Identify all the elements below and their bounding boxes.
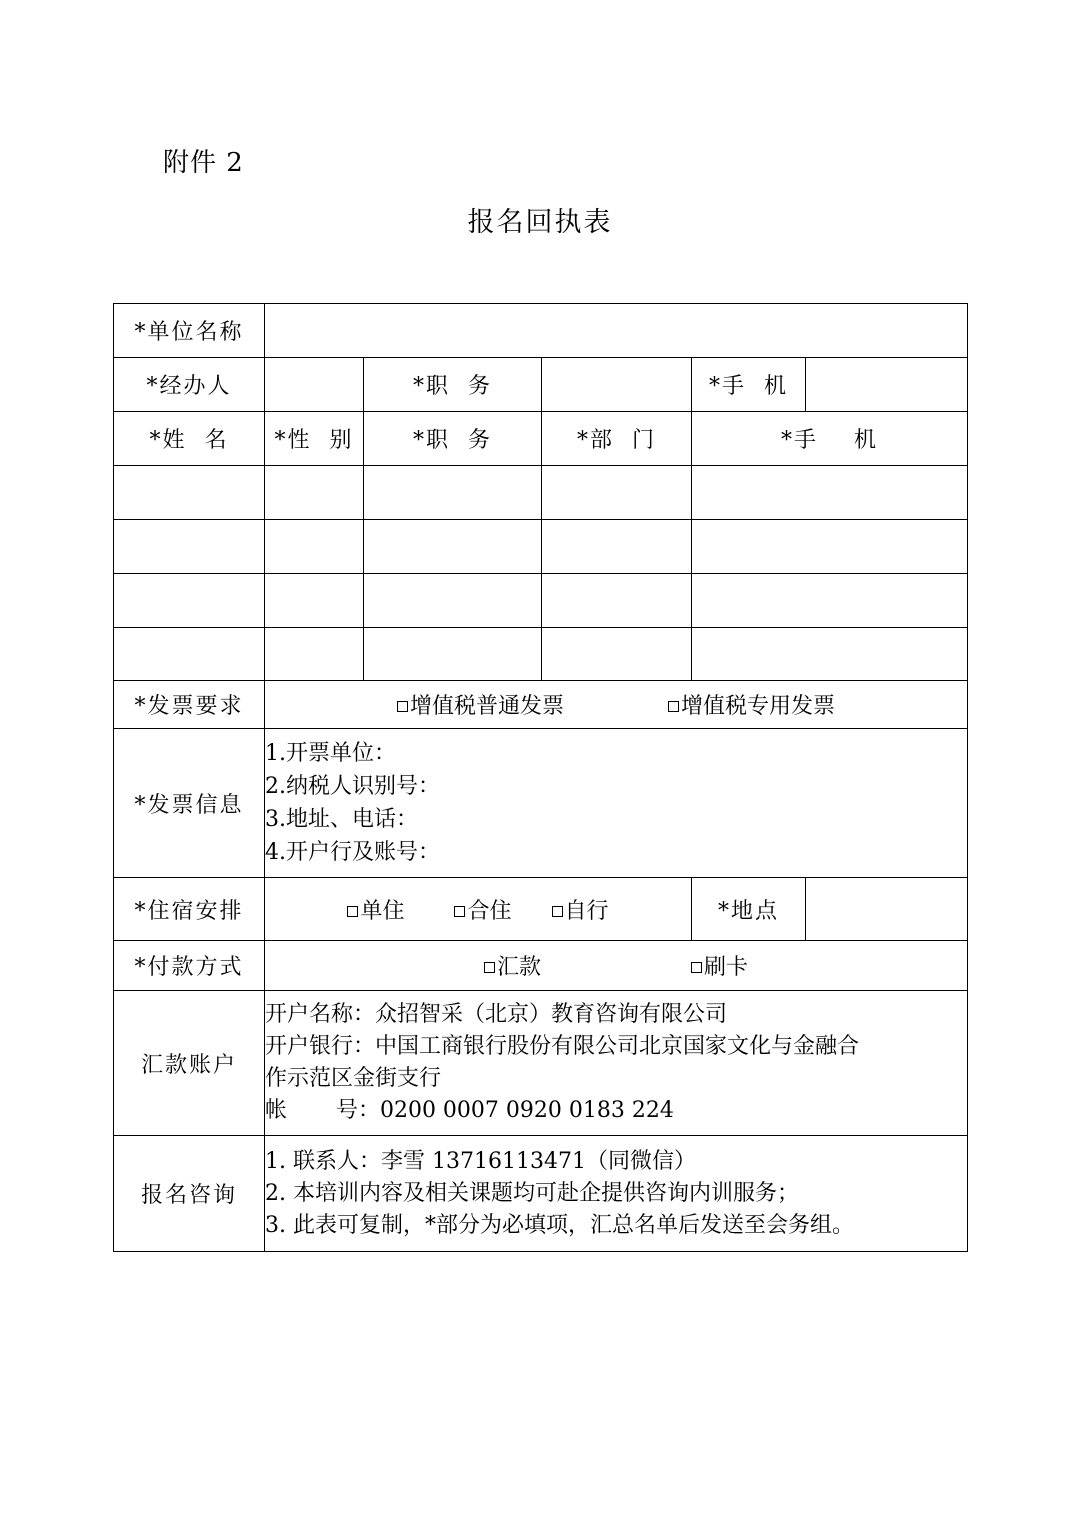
checkbox-icon[interactable] xyxy=(347,906,358,917)
invoice-requirement-label: *发票要求 xyxy=(114,681,265,729)
consult-line: 3. 此表可复制，*部分为必填项，汇总名单后发送至会务组。 xyxy=(265,1212,854,1238)
lodging-row xyxy=(114,878,968,941)
handler-row xyxy=(114,358,968,412)
payment-card-label: 刷卡 xyxy=(704,955,749,980)
header-phone: *手 机 xyxy=(692,412,968,466)
invoice-special-option[interactable] xyxy=(668,689,835,720)
consult-row xyxy=(114,1136,968,1252)
unit-name-row xyxy=(114,304,968,358)
lodging-single-label: 单住 xyxy=(360,898,405,924)
participant-gender-cell[interactable] xyxy=(265,520,364,574)
handler-position-field[interactable] xyxy=(542,358,692,412)
checkbox-icon[interactable] xyxy=(668,701,679,712)
checkbox-icon[interactable] xyxy=(691,962,702,973)
payment-options xyxy=(265,941,968,991)
payment-card-option[interactable] xyxy=(691,950,748,981)
participant-phone-cell[interactable] xyxy=(692,574,968,628)
participant-phone-cell[interactable] xyxy=(692,520,968,574)
invoice-requirement-row xyxy=(114,681,968,729)
participant-department-cell[interactable] xyxy=(542,628,692,681)
lodging-self-label: 自行 xyxy=(564,898,609,924)
participant-name-cell[interactable] xyxy=(114,520,265,574)
participant-gender-cell[interactable] xyxy=(265,574,364,628)
remittance-line: 作示范区金街支行 xyxy=(265,1066,442,1091)
invoice-info-line: 1.开票单位： xyxy=(265,741,396,766)
consult-label: 报名咨询 xyxy=(114,1136,265,1252)
participant-name-cell[interactable] xyxy=(114,628,265,681)
invoice-requirement-options xyxy=(265,681,968,729)
participant-position-cell[interactable] xyxy=(364,574,542,628)
invoice-info-label: *发票信息 xyxy=(114,729,265,878)
location-field[interactable] xyxy=(806,878,968,941)
checkbox-icon[interactable] xyxy=(454,906,465,917)
unit-name-field[interactable] xyxy=(265,304,968,358)
form-title: 报名回执表 xyxy=(467,207,613,238)
invoice-general-label: 增值税普通发票 xyxy=(410,694,565,719)
header-name: *姓 名 xyxy=(114,412,265,466)
header-gender: *性 别 xyxy=(265,412,364,466)
consult-details xyxy=(265,1136,968,1252)
invoice-info-lines[interactable] xyxy=(265,729,968,878)
consult-line: 2. 本培训内容及相关课题均可赴企提供咨询内训服务； xyxy=(265,1180,799,1206)
header-position: *职 务 xyxy=(364,412,542,466)
unit-name-label: *单位名称 xyxy=(114,304,265,358)
invoice-info-row xyxy=(114,729,968,878)
remittance-line: 开户名称：众招智采（北京）教育咨询有限公司 xyxy=(265,1002,728,1027)
participant-row xyxy=(114,574,968,628)
participant-gender-cell[interactable] xyxy=(265,628,364,681)
invoice-info-line: 4.开户行及账号： xyxy=(265,840,440,865)
participant-row xyxy=(114,628,968,681)
participant-name-cell[interactable] xyxy=(114,574,265,628)
lodging-self-option[interactable] xyxy=(552,894,609,925)
participant-gender-cell[interactable] xyxy=(265,466,364,520)
checkbox-icon[interactable] xyxy=(484,962,495,973)
invoice-info-line: 3.地址、电话： xyxy=(265,807,418,832)
payment-label: *付款方式 xyxy=(114,941,265,991)
invoice-special-label: 增值税专用发票 xyxy=(681,694,836,719)
invoice-info-line: 2.纳税人识别号： xyxy=(265,774,440,799)
handler-phone-label: *手 机 xyxy=(692,358,806,412)
participant-name-cell[interactable] xyxy=(114,466,265,520)
header-department: *部 门 xyxy=(542,412,692,466)
participant-row xyxy=(114,520,968,574)
handler-phone-field[interactable] xyxy=(806,358,968,412)
participant-department-cell[interactable] xyxy=(542,466,692,520)
checkbox-icon[interactable] xyxy=(552,906,563,917)
checkbox-icon[interactable] xyxy=(397,701,408,712)
participant-position-cell[interactable] xyxy=(364,466,542,520)
lodging-options xyxy=(265,878,692,941)
consult-line: 1. 联系人：李雪 13716113471（同微信） xyxy=(265,1148,696,1174)
location-label: *地点 xyxy=(692,878,806,941)
lodging-label: *住宿安排 xyxy=(114,878,265,941)
lodging-single-option[interactable] xyxy=(347,894,404,925)
lodging-shared-option[interactable] xyxy=(454,894,511,925)
participant-department-cell[interactable] xyxy=(542,574,692,628)
registration-form-table xyxy=(113,303,968,1252)
payment-row xyxy=(114,941,968,991)
participant-department-cell[interactable] xyxy=(542,520,692,574)
payment-transfer-option[interactable] xyxy=(484,950,541,981)
participant-header-row xyxy=(114,412,968,466)
invoice-general-option[interactable] xyxy=(397,689,564,720)
remittance-line: 开户银行：中国工商银行股份有限公司北京国家文化与金融合 xyxy=(265,1034,860,1059)
handler-position-label: *职 务 xyxy=(364,358,542,412)
payment-transfer-label: 汇款 xyxy=(497,955,542,980)
participant-position-cell[interactable] xyxy=(364,520,542,574)
remittance-details xyxy=(265,991,968,1136)
attachment-label: 附件 2 xyxy=(163,148,244,178)
remittance-line: 帐 号：0200 0007 0920 0183 224 xyxy=(265,1098,674,1123)
remittance-row xyxy=(114,991,968,1136)
lodging-shared-label: 合住 xyxy=(467,898,512,924)
participant-row xyxy=(114,466,968,520)
participant-phone-cell[interactable] xyxy=(692,628,968,681)
remittance-label: 汇款账户 xyxy=(114,991,265,1136)
handler-label: *经办人 xyxy=(114,358,265,412)
participant-phone-cell[interactable] xyxy=(692,466,968,520)
handler-field[interactable] xyxy=(265,358,364,412)
participant-position-cell[interactable] xyxy=(364,628,542,681)
